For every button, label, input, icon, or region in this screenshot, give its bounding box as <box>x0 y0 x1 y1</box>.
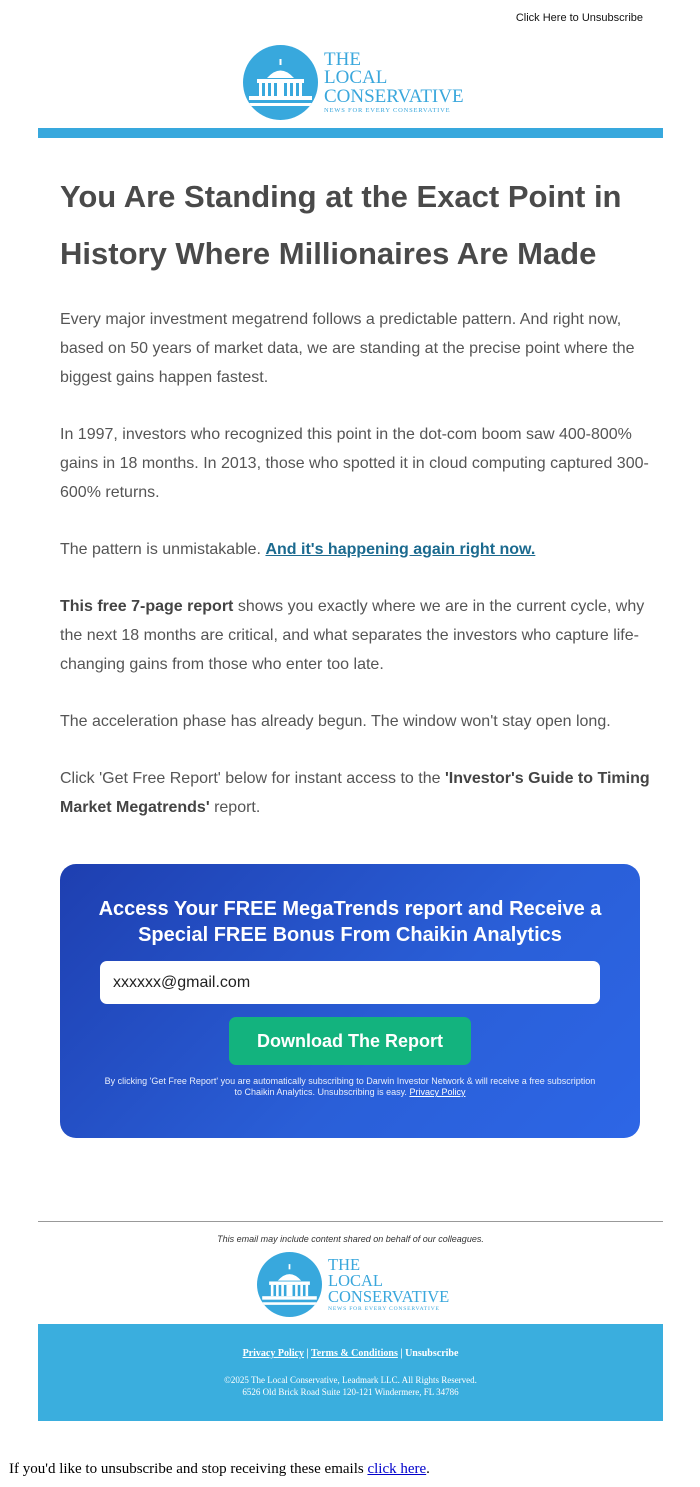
footer-brand-line-3: CONSERVATIVE <box>328 1286 450 1306</box>
footer-brand-wordmark <box>322 1257 449 1311</box>
footer-links <box>38 1348 663 1359</box>
footer-brand-line-2: LOCAL <box>328 1271 383 1291</box>
capitol-building-icon <box>243 45 318 120</box>
paragraph-5: The acceleration phase has already begun. The window won't stay open long. <box>60 713 611 730</box>
footer-unsubscribe-link[interactable]: Unsubscribe <box>405 1348 459 1359</box>
paragraph-4 <box>60 592 650 679</box>
paragraph-4-text: shows you exactly where we are in the current cycle, why the next 18 months are critical, and what separates the investors who capture life-changing gains from those who enter too late. <box>60 598 645 673</box>
footer-separator: | <box>400 1348 403 1359</box>
paragraph-6-end: report. <box>214 799 261 816</box>
email-input[interactable] <box>100 961 600 1004</box>
signup-title: Access Your FREE MegaTrends report and Receive a Special FREE Bonus From Chaikin Analytics <box>98 898 602 946</box>
header-accent-bar <box>38 128 663 138</box>
footer-separator: | <box>306 1348 309 1359</box>
footer-copyright: ©2025 The Local Conservative, Leadmark LLC. All Rights Reserved. <box>224 1375 477 1385</box>
unsubscribe-top-link[interactable]: Click Here to Unsubscribe <box>515 12 643 24</box>
capitol-building-icon <box>257 1252 322 1317</box>
top-logo[interactable] <box>243 45 464 120</box>
brand-line-1: THE <box>324 49 361 71</box>
footer-privacy-link[interactable]: Privacy Policy <box>242 1348 304 1359</box>
bottom-note-period: . <box>426 1461 430 1477</box>
footer-logo[interactable] <box>257 1252 449 1317</box>
paragraph-6-bold: 'Investor's Guide to Timing Market Megatrends' <box>60 770 650 816</box>
paragraph-6 <box>60 764 650 822</box>
footer-brand-line-1: THE <box>328 1255 361 1275</box>
privacy-policy-link[interactable]: Privacy Policy <box>409 1087 466 1097</box>
brand-wordmark <box>318 51 464 113</box>
footer-copyright-block <box>38 1374 663 1398</box>
bottom-unsubscribe-note <box>9 1461 430 1478</box>
paragraph-2: In 1997, investors who recognized this point in the dot-com boom saw 400-800% gains in 18 months. In 2013, those who spotted it in cloud computing captured 300-600% returns. <box>60 426 649 501</box>
bottom-click-here-link[interactable]: click here <box>367 1461 427 1477</box>
footer-address: 6526 Old Brick Road Suite 120-121 Windermere, FL 34786 <box>242 1387 459 1397</box>
footer-brand-tagline: NEWS FOR EVERY CONSERVATIVE <box>328 1305 440 1312</box>
paragraph-3 <box>60 535 650 564</box>
colleagues-note: This email may include content shared on behalf of our colleagues. <box>217 1234 484 1244</box>
paragraph-4-bold: This free 7-page report <box>60 598 234 615</box>
footer-band <box>38 1324 663 1421</box>
article-headline: You Are Standing at the Exact Point in History Where Millionaires Are Made <box>60 179 622 271</box>
footer-divider <box>38 1221 663 1222</box>
download-report-button[interactable]: Download The Report <box>229 1017 471 1065</box>
brand-tagline: NEWS FOR EVERY CONSERVATIVE <box>324 106 451 114</box>
signup-fine-print <box>100 1076 600 1098</box>
happening-again-link[interactable]: And it's happening again right now. <box>265 541 536 558</box>
paragraph-3-text: The pattern is unmistakable. <box>60 541 261 558</box>
brand-line-2: LOCAL <box>324 67 388 89</box>
footer-terms-link[interactable]: Terms & Conditions <box>310 1348 398 1359</box>
signup-panel <box>60 864 640 1138</box>
brand-line-3: CONSERVATIVE <box>324 85 464 107</box>
fine-print-text: By clicking 'Get Free Report' you are automatically subscribing to Darwin Investor Network & will receive a free subscription to Chaikin Analytics. Unsubscribing is easy. <box>104 1076 596 1097</box>
paragraph-1: Every major investment megatrend follows a predictable pattern. And right now, based on 50 years of market data, we are standing at the precise point where the biggest gains happen fastest. <box>60 311 635 386</box>
bottom-note-text: If you'd like to unsubscribe and stop receiving these emails <box>9 1461 364 1477</box>
paragraph-6-text: Click 'Get Free Report' below for instant access to the <box>60 770 441 787</box>
